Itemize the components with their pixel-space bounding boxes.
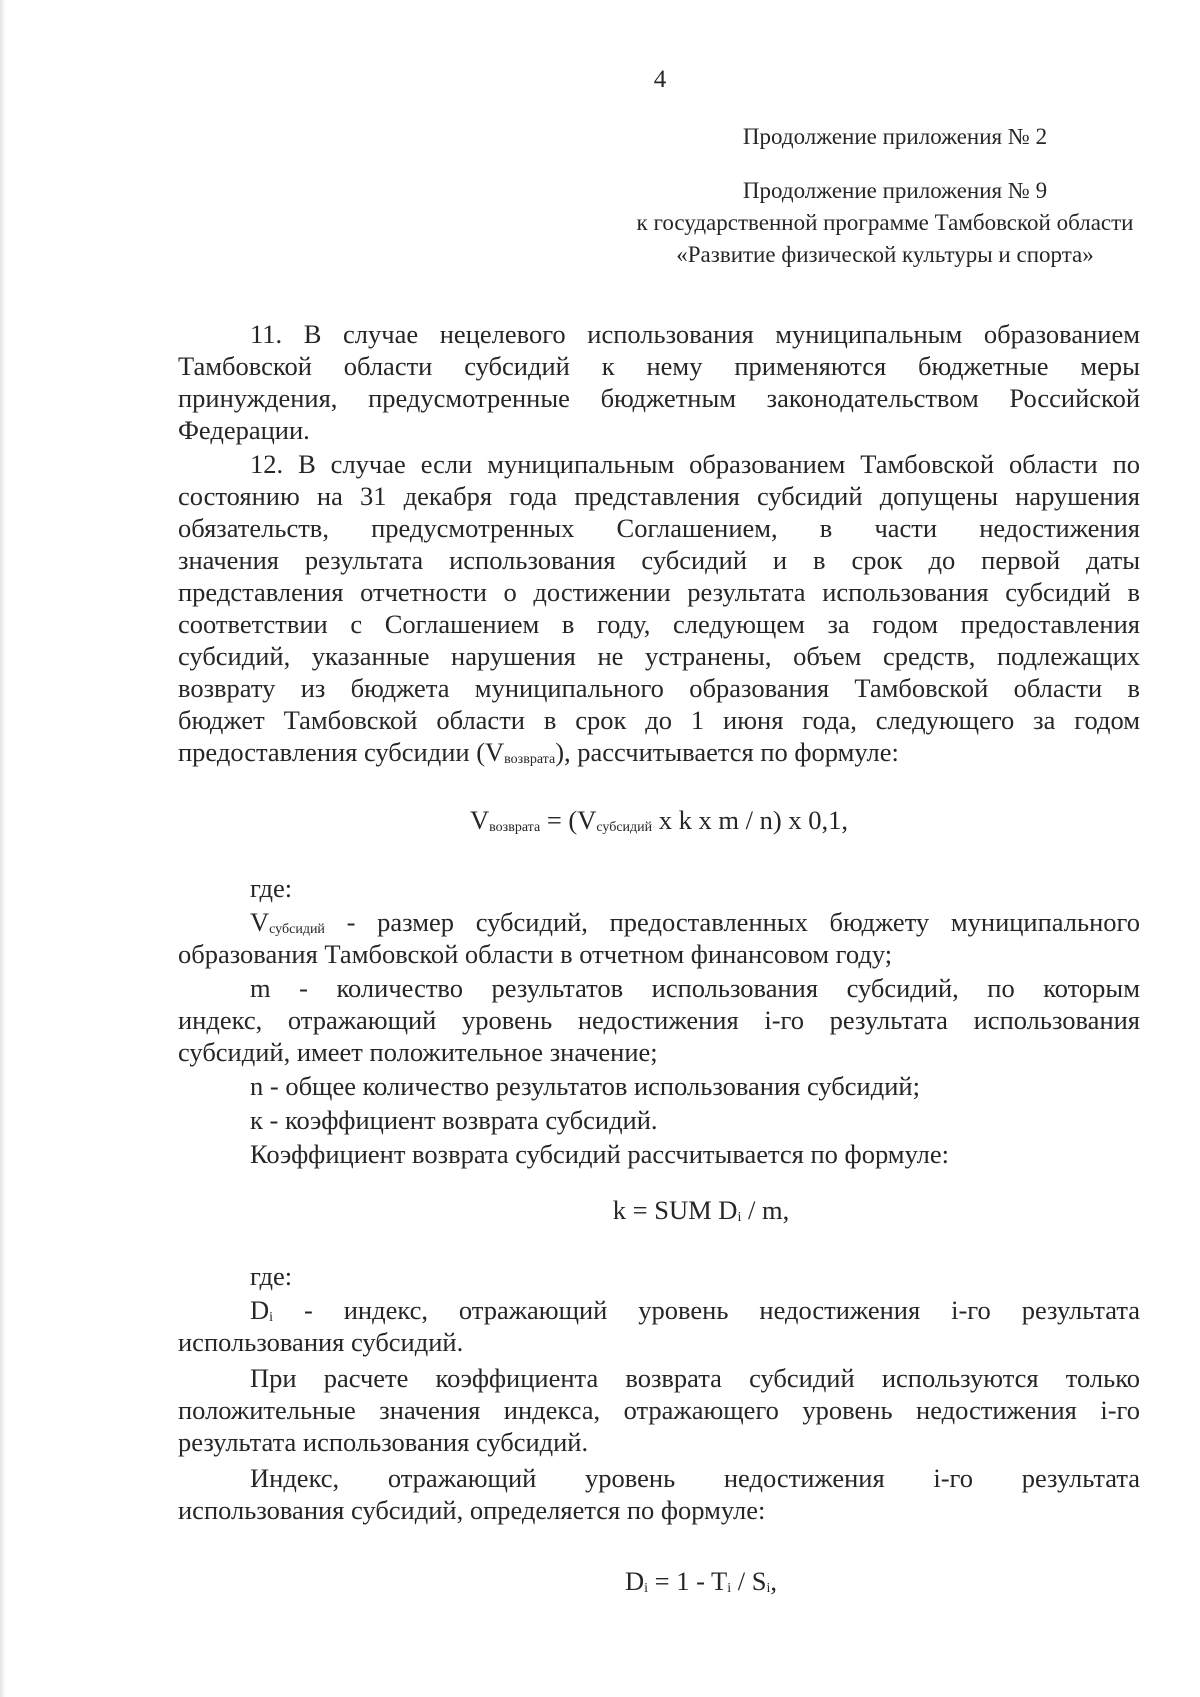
n-definition: n - общее количество результатов использования субсидий; — [250, 1071, 920, 1101]
page-number: 4 — [653, 66, 667, 93]
paragraph-11-line: 11. В случае нецелевого использования муниципальным образованием — [250, 319, 1140, 349]
scan-edge — [0, 0, 6, 1697]
text-span: / S — [731, 1566, 767, 1596]
v-subsidy-definition-line — [250, 906, 1140, 938]
subscript: субсидий — [596, 820, 653, 835]
m-definition-line: субсидий, имеет положительное значение; — [178, 1037, 658, 1067]
subscript: i — [766, 1581, 771, 1596]
v-subsidy-definition-line: образования Тамбовской области в отчетном финансовом году; — [178, 939, 893, 969]
text-span: = (V — [540, 805, 597, 835]
subscript: i — [269, 1310, 274, 1325]
formula-d — [220, 1566, 1182, 1597]
d-definition-line — [250, 1294, 1140, 1326]
calc-note-line: При расчете коэффициента возврата субсидий используются только — [250, 1363, 1140, 1393]
d-definition-line: использования субсидий. — [178, 1327, 464, 1357]
text-span: V — [250, 907, 270, 937]
index-intro-line: использования субсидий, определяется по формуле: — [178, 1495, 766, 1525]
paragraph-12-line: 12. В случае если муниципальным образованием Тамбовской области по — [250, 449, 1140, 479]
formula-k — [220, 1195, 1182, 1226]
paragraph-11-line: Федерации. — [178, 415, 310, 445]
text-span: ), рассчитывается по формуле: — [555, 737, 899, 767]
text-span: k = SUM D — [612, 1195, 738, 1225]
text-span: предоставления субсидии (V — [178, 737, 505, 767]
paragraph-12-line: соответствии с Соглашением в году, следующем за годом предоставления — [178, 609, 1140, 639]
subscript: возврата — [489, 820, 541, 835]
paragraph-12-line: бюджет Тамбовской области в срок до 1 июня года, следующего за годом — [178, 705, 1140, 735]
paragraph-12-line: субсидий, указанные нарушения не устранены, объем средств, подлежащих — [178, 641, 1140, 671]
header-line-1: Продолжение приложения № 2 — [742, 124, 1048, 149]
subscript: i — [737, 1210, 742, 1225]
m-definition-line: индекс, отражающий уровень недостижения i-го результата использования — [178, 1005, 1140, 1035]
subscript: возврата — [504, 752, 556, 767]
k-definition: к - коэффициент возврата субсидий. — [250, 1105, 658, 1135]
text-span: - размер субсидий, предоставленных бюджету муниципального — [324, 907, 1140, 937]
m-definition-line: m - количество результатов использования субсидий, по которым — [250, 973, 1140, 1003]
index-intro-line: Индекс, отражающий уровень недостижения i-го результата — [250, 1463, 1140, 1493]
header-line-2: Продолжение приложения № 9 — [742, 178, 1048, 203]
calc-note-line: результата использования субсидий. — [178, 1427, 589, 1457]
paragraph-12-line: значения результата использования субсидий и в срок до первой даты — [178, 545, 1140, 575]
header-line-3: к государственной программе Тамбовской области — [636, 210, 1134, 235]
text-span: = 1 - T — [648, 1566, 728, 1596]
text-span: D — [250, 1295, 270, 1325]
paragraph-11-line: Тамбовской области субсидий к нему применяются бюджетные меры — [178, 351, 1140, 381]
paragraph-12-last-line — [178, 736, 1140, 768]
subscript: субсидий — [269, 922, 325, 937]
subscript: i — [644, 1581, 649, 1596]
paragraph-12-line: возврату из бюджета муниципального образования Тамбовской области в — [178, 673, 1140, 703]
text-span: , — [770, 1566, 778, 1596]
text-span: D — [624, 1566, 645, 1596]
paragraph-12-line: состоянию на 31 декабря года представления субсидий допущены нарушения — [178, 481, 1140, 511]
header-line-4: «Развитие физической культуры и спорта» — [676, 242, 1094, 267]
paragraph-11-line: принуждения, предусмотренные бюджетным законодательством Российской — [178, 383, 1140, 413]
where-label: где: — [250, 873, 293, 903]
formula-v-return — [178, 805, 1140, 836]
text-span: V — [470, 805, 490, 835]
text-span: / m, — [741, 1195, 790, 1225]
text-span: - индекс, отражающий уровень недостижения i-го результата — [273, 1295, 1140, 1325]
where-label: где: — [250, 1261, 293, 1291]
k-formula-intro: Коэффициент возврата субсидий рассчитывается по формуле: — [250, 1139, 950, 1169]
paragraph-12-line: представления отчетности о достижении результата использования субсидий в — [178, 577, 1140, 607]
subscript: i — [727, 1581, 732, 1596]
calc-note-line: положительные значения индекса, отражающего уровень недостижения i-го — [178, 1395, 1140, 1425]
paragraph-12-line: обязательств, предусмотренных Соглашением, в части недостижения — [178, 513, 1140, 543]
text-span: x k x m / n) x 0,1, — [652, 805, 848, 835]
